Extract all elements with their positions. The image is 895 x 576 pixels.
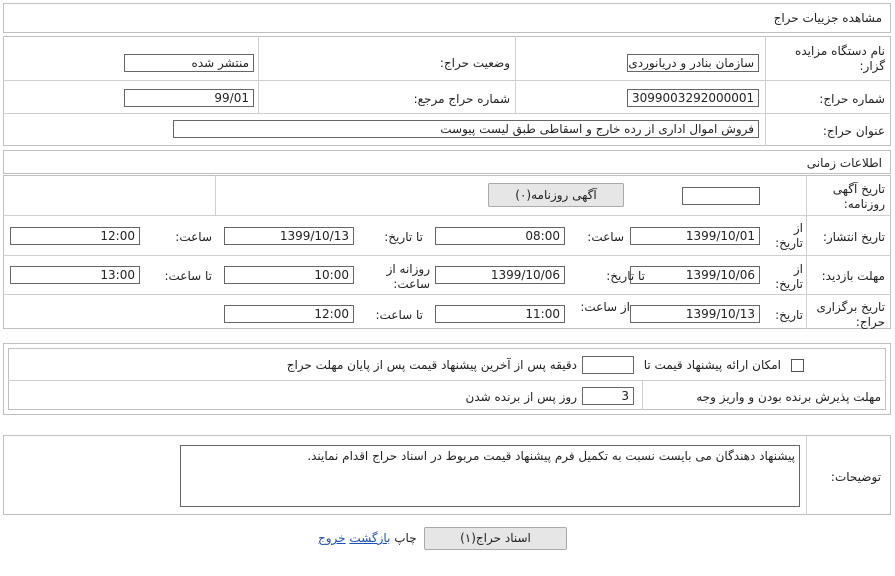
timing-section-title: اطلاعات زمانی <box>806 156 882 170</box>
publish-to-time: 12:00 <box>10 227 140 245</box>
visit-daily-to-time: 13:00 <box>10 266 140 284</box>
description-label: توضیحات: <box>830 470 881 484</box>
payment-suffix: روز پس از برنده شدن <box>465 390 577 404</box>
newspaper-date-label: تاریخ آگهی روزنامه: <box>832 182 885 211</box>
exit-link[interactable]: خروج <box>318 531 346 545</box>
publish-from-time: 08:00 <box>435 227 565 245</box>
ref-number-field: 99/01 <box>124 89 254 107</box>
publish-to-label: تا تاریخ: <box>384 230 423 244</box>
visit-daily-from-label: روزانه از ساعت: <box>386 262 430 291</box>
publish-to-date: 1399/10/13 <box>224 227 354 245</box>
newspaper-ads-button[interactable]: آگهی روزنامه(۰) <box>488 183 624 207</box>
print-link[interactable]: چاپ <box>394 531 417 545</box>
newspaper-date-field <box>682 187 760 205</box>
held-from-label: از ساعت: <box>580 300 630 314</box>
visit-daily-from-time: 10:00 <box>224 266 354 284</box>
timing-section-header <box>3 150 891 174</box>
visit-from-label: از تاریخ: <box>775 262 803 291</box>
organizer-field: سازمان بنادر و دریانوردی <box>627 54 759 72</box>
subject-field: فروش اموال اداری از رده خارج و اسقاطی طبق لیست پیوست <box>173 120 759 138</box>
publish-to-time-label: ساعت: <box>175 230 212 244</box>
back-link[interactable]: بازگشت <box>349 531 391 545</box>
extension-minutes-field[interactable] <box>582 356 634 374</box>
visit-daily-to-label: تا ساعت: <box>164 269 212 283</box>
visit-from-date: 1399/10/06 <box>630 266 760 284</box>
extension-checkbox[interactable] <box>791 359 804 372</box>
payment-label: مهلت پذیرش برنده بودن و واریز وجه <box>696 390 881 404</box>
held-label: تاریخ برگزاری حراج: <box>816 300 885 329</box>
extension-label: امکان ارائه پیشنهاد قیمت تا <box>643 358 781 372</box>
held-from-time: 11:00 <box>435 305 565 323</box>
auction-documents-button[interactable]: اسناد حراج(۱) <box>424 527 567 550</box>
held-to-time: 12:00 <box>224 305 354 323</box>
auction-number-field: 3099003292000001 <box>627 89 759 107</box>
page-title <box>3 3 891 33</box>
visit-to-label: تا تاریخ: <box>606 269 645 283</box>
visit-label: مهلت بازدید: <box>821 269 885 283</box>
publish-from-time-label: ساعت: <box>587 230 624 244</box>
held-date-label: تاریخ: <box>775 308 803 322</box>
description-field: پیشنهاد دهندگان می بایست نسبت به تکمیل فرم پیشنهاد قیمت مربوط در اسناد حراج اقدام نمایند. <box>180 445 800 507</box>
visit-to-date: 1399/10/06 <box>435 266 565 284</box>
ref-number-label: شماره حراج مرجع: <box>413 92 510 106</box>
status-label: وضعیت حراج: <box>439 56 510 70</box>
publish-from-date: 1399/10/01 <box>630 227 760 245</box>
organizer-label: نام دستگاه مزایده گزار: <box>795 44 885 73</box>
extension-suffix: دقیقه پس از آخرین پیشنهاد قیمت پس از پایان مهلت حراج <box>286 358 577 372</box>
publish-label: تاریخ انتشار: <box>822 230 885 244</box>
page-title-text: مشاهده جزییات حراج <box>773 11 882 25</box>
held-date: 1399/10/13 <box>630 305 760 323</box>
status-field: منتشر شده <box>124 54 254 72</box>
publish-from-label: از تاریخ: <box>775 221 803 250</box>
auction-number-label: شماره حراج: <box>819 92 885 106</box>
footer-links <box>318 531 417 545</box>
held-to-label: تا ساعت: <box>375 308 423 322</box>
payment-days-field: 3 <box>582 387 634 405</box>
subject-label: عنوان حراج: <box>822 124 885 138</box>
